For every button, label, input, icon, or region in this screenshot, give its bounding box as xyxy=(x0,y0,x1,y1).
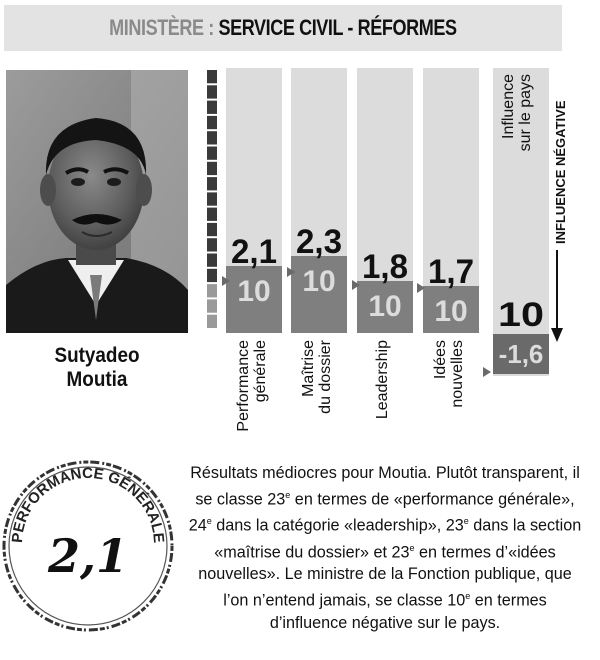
score-box-label: 10 xyxy=(368,290,402,323)
summary-text-1: Résultats médiocres pour Moutia. Plutôt transparent, il se classe 23 xyxy=(190,464,580,509)
scale-strip-segment xyxy=(207,299,217,312)
ministry-prefix: MINISTÈRE : xyxy=(109,15,219,40)
pointer-arrow xyxy=(483,367,491,377)
side-axis-label xyxy=(553,100,568,244)
category-label-line: Idées xyxy=(432,340,449,380)
category-label-text xyxy=(235,340,269,432)
scale-strip-segment xyxy=(207,177,217,190)
minister-last-name: Moutia xyxy=(66,368,128,391)
scale-strip-segment xyxy=(207,70,217,83)
minister-first-name: Sutyadeo xyxy=(54,344,140,367)
scale-strip-segment xyxy=(207,208,217,221)
category-label xyxy=(374,340,391,419)
scale-strip-segment xyxy=(207,85,217,98)
summary-text-4: dans la section «maîtrise du dossier» et 23 xyxy=(214,516,582,562)
ministry-name: SERVICE CIVIL - RÉFORMES xyxy=(218,15,457,40)
scale-strip-segment xyxy=(207,315,217,328)
category-label xyxy=(432,340,466,408)
category-label-text xyxy=(300,339,334,413)
category-label-text xyxy=(432,340,466,408)
summary-sup-4: e xyxy=(409,542,415,553)
performance-stamp xyxy=(0,440,178,635)
scale-strip-segment xyxy=(207,131,217,144)
summary-sup-2: e xyxy=(206,516,212,527)
scale-strip-segment xyxy=(207,116,217,129)
value-label: 10 xyxy=(498,296,544,334)
summary-text-3: dans la catégorie «leadership», 23 xyxy=(211,516,464,535)
value-label: 1,7 xyxy=(428,253,474,291)
category-label-text xyxy=(374,340,391,419)
side-axis-text: INFLUENCE NÉGATIVE xyxy=(553,100,568,244)
score-box-label: -1,6 xyxy=(498,339,544,369)
value-label: 2,3 xyxy=(296,223,342,261)
category-label-line: du dossier xyxy=(317,340,334,414)
score-box-label: 10 xyxy=(237,275,271,308)
scale-strip-segment xyxy=(207,238,217,251)
down-arrow-icon xyxy=(551,328,563,342)
summary-text-2: en termes de «performance générale», 24 xyxy=(188,490,575,535)
scale-strip-segment xyxy=(207,192,217,205)
scale-strip-segment xyxy=(207,269,217,282)
summary-sup-3: e xyxy=(463,516,469,527)
scale-strip-segment xyxy=(207,284,217,297)
category-label-line: Maîtrise xyxy=(300,340,317,397)
category-label xyxy=(300,339,334,413)
category-label xyxy=(500,74,534,151)
category-label-line: sur le pays xyxy=(517,74,534,152)
category-label-text xyxy=(500,74,534,151)
scale-strip-segment xyxy=(207,162,217,175)
category-label-line: nouvelles xyxy=(449,340,466,408)
stamp-graphic xyxy=(0,440,178,635)
summary-sup-5: e xyxy=(465,591,471,602)
summary-text-6: en termes d’influence négative sur le pays. xyxy=(269,591,547,632)
category-label-line: Performance xyxy=(235,340,252,432)
score-box-label: 10 xyxy=(302,265,336,298)
category-label xyxy=(235,340,269,432)
summary-paragraph xyxy=(184,462,586,634)
summary-text-5: en termes d’«idées nouvelles». Le ministre de la Fonction publique, que l’on n’entend jamais, se classe 10 xyxy=(198,543,572,610)
scale-strip-segment xyxy=(207,101,217,114)
stamp-value: 2,1 xyxy=(47,529,129,583)
scale-strip-segment xyxy=(207,254,217,267)
value-label: 1,8 xyxy=(362,248,408,286)
category-label-line: Influence xyxy=(500,74,517,139)
summary-sup-1: e xyxy=(285,490,291,500)
scale-strip-segment xyxy=(207,223,217,236)
score-box-label: 10 xyxy=(434,295,468,328)
category-label-line: générale xyxy=(252,340,269,403)
scale-strip-segment xyxy=(207,147,217,160)
value-label: 2,1 xyxy=(231,233,277,271)
category-label-line: Leadership xyxy=(374,340,391,420)
stamp-ring-label: PERFORMANCE GÉNÉRALE xyxy=(8,464,168,544)
